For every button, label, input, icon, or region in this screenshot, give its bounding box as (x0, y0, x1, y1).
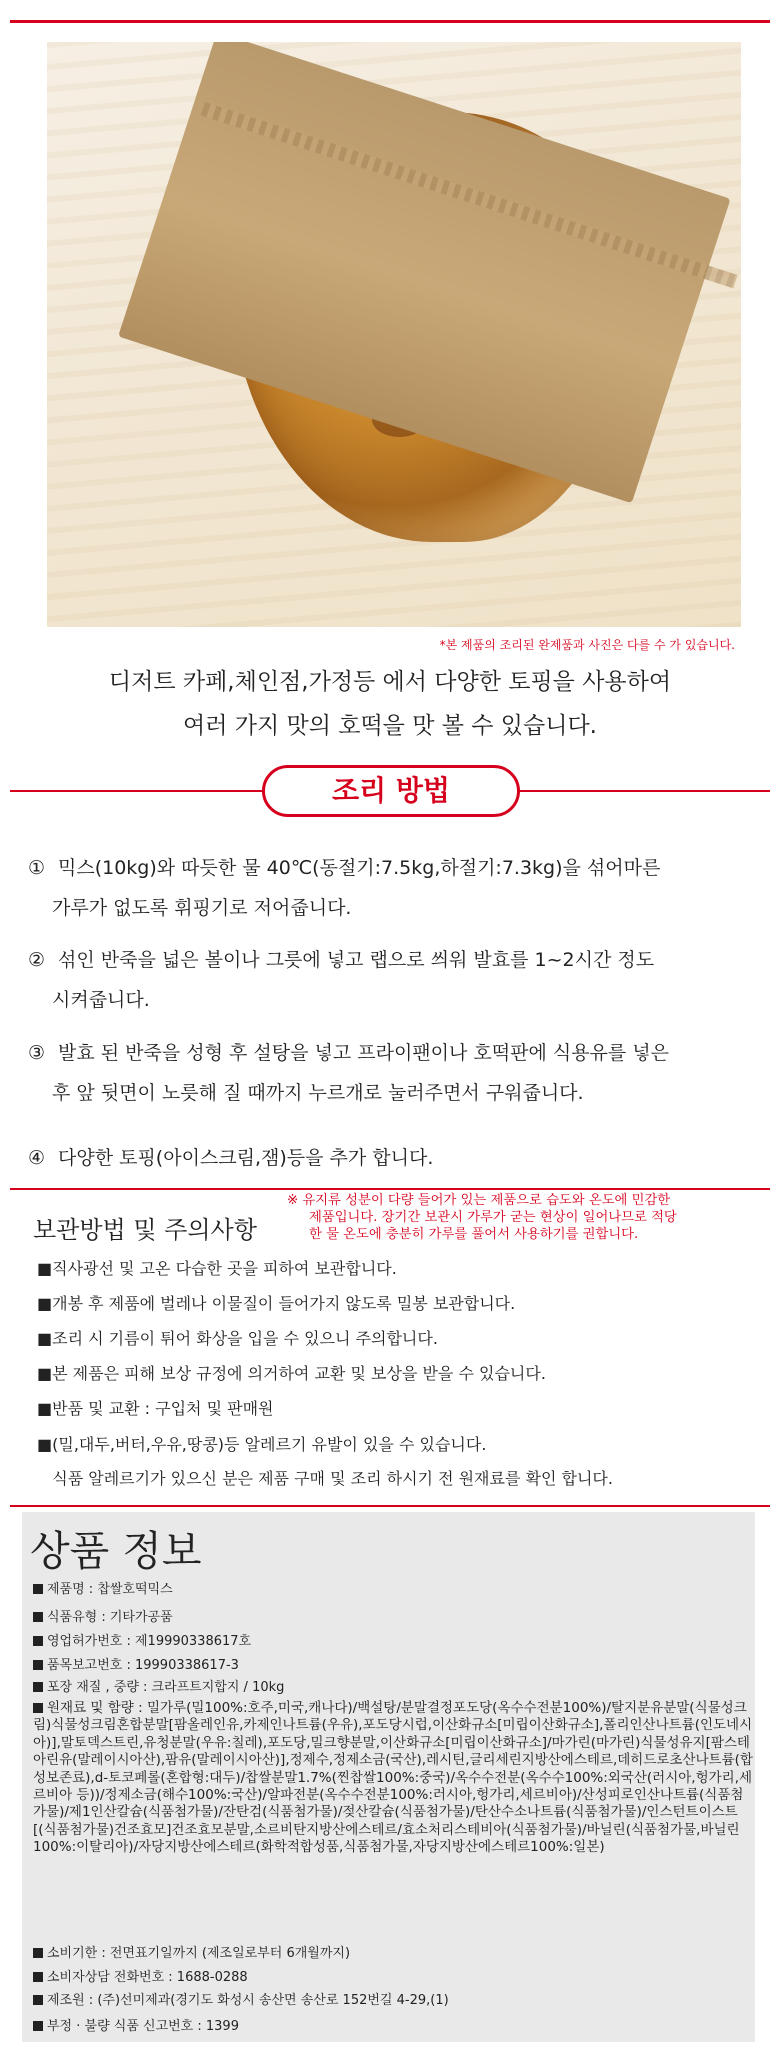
product-info-row: 식품유형 : 기타가공품 (33, 1606, 173, 1625)
product-info-row: 제품명 : 찹쌀호떡믹스 (33, 1578, 173, 1597)
storage-warning-line-3: 한 물 온도에 충분히 가루를 풀어서 사용하기를 권합니다. (309, 1227, 639, 1242)
cooking-step-2 (28, 940, 768, 1020)
photo-notice: *본 제품의 조리된 완제품과 사진은 다를 수 가 있습니다. (439, 638, 735, 652)
product-info-row: 부정 · 불량 식품 신고번호 : 1399 (33, 2015, 239, 2034)
square-bullet-icon (33, 1972, 43, 1982)
product-info-row: 소비자상담 전화번호 : 1688-0288 (33, 1966, 248, 1985)
step-text-continued: 시켜줍니다. (52, 989, 150, 1011)
storage-divider-bottom (10, 1505, 770, 1507)
square-bullet-icon (33, 1612, 43, 1622)
product-info-row: 품목보고번호 : 19990338617-3 (33, 1654, 239, 1673)
top-divider (10, 20, 770, 23)
square-bullet-icon (33, 1948, 43, 1958)
product-info-panel (22, 1512, 755, 2042)
storage-item: ■조리 시 기름이 튀어 화상을 입을 수 있으니 주의합니다. (37, 1329, 438, 1348)
storage-warning-line-2: 제품입니다. 장기간 보관시 가루가 굳는 현상이 일어나므로 적당 (309, 1210, 677, 1225)
ingredients-text: 원재료 및 함량 : 밀가루(밀100%:호주,미국,캐나다)/백설탕/분말결정포도당(옥수수전분100%)/탈지분유분말(식물성크림)식물성크림혼합분말[팜올레인유,카제인나트륨(우유),포도당시럽,이산화규소[미립이산화규소],폴리인산나트륨(인도네시아)],말토덱스트린,유청분말(우유:칠레),포도당,밀크향분말,이산화규소[미립이산화규소]/마가린(마가린)식물성유지[팜스테아린유(말레이시아산),팜유(말레이시아산)],정제수,정제소금(국산),레시틴,글리세린지방산에스테르,데히드로초산나트륨(합성보존료),d-토코페롤(혼합형:대두)/찹쌀분말1.7%(찐찹쌀100%:중국)/옥수수전분(옥수수100%:외국산(러시아,헝가리,세르비아 등))/정제소금(해수100%:국산)/알파전분(옥수수전분100%:러시아,헝가리,세르비아)/산성피로인산나트륨(식품첨가물)/제1인산칼슘(식품첨가물)/잔탄검(식품첨가물)/젖산칼슘(식품첨가물)/탄산수소나트륨(식품첨가물)/인스턴트이스트[(식품첨가물)건조효모]건조효모분말,소르비탄지방산에스테르/효소처리스테비아(식품첨가물)/바닐린(식품첨가물,바닐린100%:이탈리아)/자당지방산에스테르(화학적합성품,식품첨가물,자당지방산에스테르100%:일본) (33, 1700, 753, 1856)
product-info-row: 제조원 : (주)선미제과(경기도 화성시 송산면 송산로 152번길 4-29,(1) (33, 1989, 449, 2008)
square-bullet-icon (33, 1995, 43, 2005)
intro-line-2: 여러 가지 맛의 호떡을 맛 볼 수 있습니다. (183, 713, 597, 739)
square-bullet-icon (33, 1703, 43, 1713)
storage-item: ■본 제품은 피해 보상 규정에 의거하여 교환 및 보상을 받을 수 있습니다. (37, 1364, 546, 1383)
step-number: ③ (28, 1042, 46, 1064)
storage-item: ■반품 및 교환 : 구입처 및 판매원 (37, 1399, 274, 1418)
cooking-step-3 (28, 1033, 768, 1113)
step-text: 다양한 토핑(아이스크림,잼)등을 추가 합니다. (58, 1147, 434, 1169)
step-text-continued: 가루가 없도록 휘핑기로 저어줍니다. (52, 897, 352, 919)
step-number: ② (28, 949, 46, 971)
product-info-row: 포장 재질 , 중량 : 크라프트지합지 / 10kg (33, 1676, 284, 1695)
product-info-row: 영업허가번호 : 제19990338617호 (33, 1630, 251, 1649)
cooking-title: 조리 방법 (262, 765, 520, 817)
storage-title: 보관방법 및 주의사항 (33, 1216, 257, 1244)
intro-text (0, 660, 780, 748)
storage-item: ■개봉 후 제품에 벌레나 이물질이 들어가지 않도록 밀봉 보관합니다. (37, 1294, 516, 1313)
step-number: ④ (28, 1147, 46, 1169)
product-photo (47, 42, 741, 627)
square-bullet-icon (33, 2021, 43, 2031)
step-text-continued: 후 앞 뒷면이 노릇해 질 때까지 누르개로 눌러주면서 구워줍니다. (52, 1082, 584, 1104)
storage-item: ■(밀,대두,버터,우유,땅콩)등 알레르기 유발이 있을 수 있습니다. (37, 1435, 487, 1454)
step-text: 섞인 반죽을 넓은 볼이나 그릇에 넣고 랩으로 씌워 발효를 1~2시간 정도 (58, 949, 655, 971)
step-number: ① (28, 857, 46, 879)
step-text: 믹스(10kg)와 따듯한 물 40℃(동절기:7.5kg,하절기:7.3kg)을 섞어마른 (58, 857, 661, 879)
square-bullet-icon (33, 1660, 43, 1670)
storage-item: ■직사광선 및 고온 다습한 곳을 피하여 보관합니다. (37, 1259, 397, 1278)
intro-line-1: 디저트 카페,체인점,가정등 에서 다양한 토핑을 사용하여 (108, 669, 672, 695)
storage-warning (287, 1192, 767, 1243)
storage-warning-line-1: ※ 유지류 성분이 다량 들어가 있는 제품으로 습도와 온도에 민감한 (287, 1193, 671, 1208)
step-text: 발효 된 반죽을 성형 후 설탕을 넣고 프라이팬이나 호떡판에 식용유를 넣은 (58, 1042, 670, 1064)
square-bullet-icon (33, 1584, 43, 1594)
cooking-step-4 (28, 1138, 768, 1178)
cooking-step-1 (28, 848, 768, 928)
storage-divider-top (10, 1188, 770, 1190)
square-bullet-icon (33, 1636, 43, 1646)
storage-item: 식품 알레르기가 있으신 분은 제품 구매 및 조리 하시기 전 원재료를 확인 합니다. (37, 1469, 613, 1488)
square-bullet-icon (33, 1682, 43, 1692)
product-info-title: 상품 정보 (30, 1527, 202, 1575)
product-info-row: 소비기한 : 전면표기일까지 (제조일로부터 6개월까지) (33, 1942, 350, 1961)
